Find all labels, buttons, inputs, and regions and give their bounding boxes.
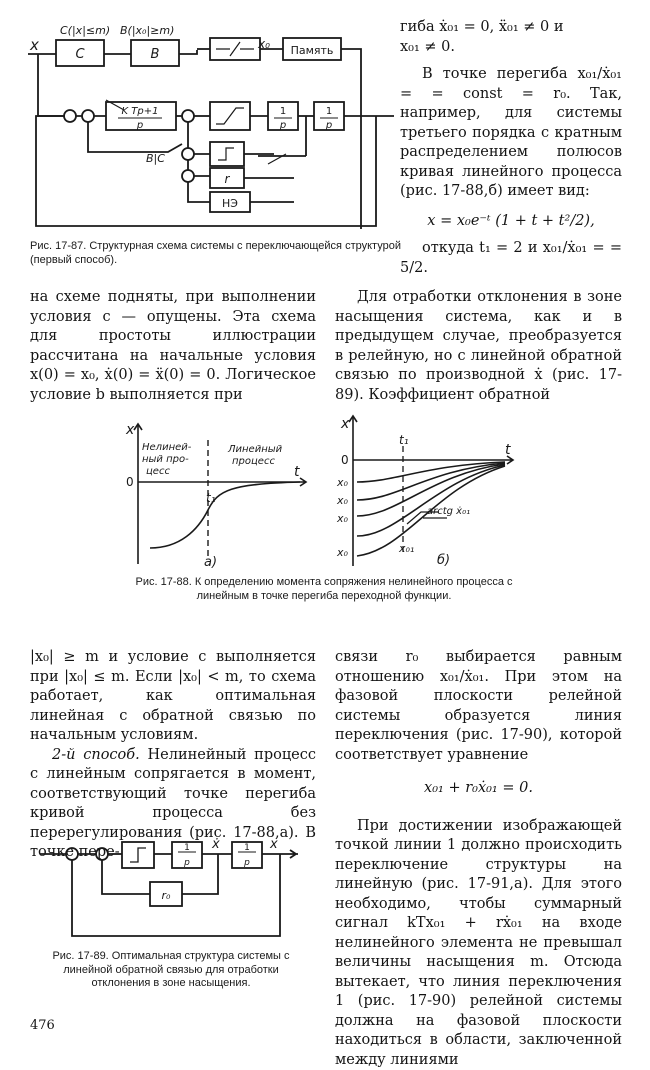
right-middle-column	[335, 288, 622, 405]
fig88b-t1: t₁	[399, 433, 409, 447]
fig89-x: x	[269, 837, 278, 852]
fig88-caption: Рис. 17-88. К определению момента сопряжения нелинейного процесса с линейным в точке перегиба переходной функции.	[128, 576, 520, 603]
right-bottom-p2: При достижении изображающей точкой линии 1 должно происходить переключение структуры на линейную (рис. 17-91,а). Для этого необходимо, чтобы суммарный сигнал kTx₀₁ + rẋ₀₁ на входе нелинейного элемента не превышал величины насыщения m. Отсюда вытекает, что линия переключения 1 (рис. 17-90) релейной системы должна на фазовой плоскости находиться в области, заключенной между линиями	[335, 817, 622, 1070]
fig88a-curve	[150, 482, 300, 548]
sum3	[182, 110, 194, 122]
fig88b-x-label: x	[340, 416, 350, 432]
fig88b-x0-2: x₀	[336, 494, 349, 507]
label-k-num: K Tp+1	[122, 106, 159, 117]
top-right-line1: гиба ẋ₀₁ = 0, ẍ₀₁ ≠ 0 и	[400, 18, 622, 38]
top-right-formula: x = x₀e⁻ᵗ (1 + t + t²/2),	[400, 212, 622, 232]
fig89-xdot: ẋ	[211, 837, 220, 852]
fig89-r0-label: r₀	[162, 889, 172, 902]
label-x-in: x	[29, 36, 39, 54]
sum5	[182, 170, 194, 182]
left-middle-para: на схеме подняты, при выполнении условия с — опущены. Эта схема для простоты иллюстрации рассчитана на начальные условия x(0) = x₀, ẋ(0) = ẍ(0) = 0. Логическое условие b выполняется при	[30, 288, 316, 405]
sum2	[82, 110, 94, 122]
right-bottom-p1: связи r₀ выбирается равным отношению x₀₁/ẋ₀₁. При этом на фазовой плоскости релейной системы образуется линия переключения (рис. 17-90), которой соответствует уравнение	[335, 648, 622, 765]
label-ne: НЭ	[222, 197, 238, 210]
fig88a-nonlin2: ный про-	[142, 454, 189, 465]
fig88b-x0-3: x₀	[336, 512, 349, 525]
page-number: 476	[30, 1018, 55, 1033]
fig88b-label: б)	[437, 553, 450, 568]
label-memory: Память	[291, 44, 334, 57]
fig88b-x0-1: x₀	[336, 476, 349, 489]
right-bottom-eq: x₀₁ + r₀ẋ₀₁ = 0.	[335, 779, 622, 799]
fig89-sum1	[66, 848, 78, 860]
label-bc: B|C	[146, 152, 165, 165]
fig89-p-a: p	[183, 858, 190, 868]
left-bottom-p2: Нелинейный процесс с линейным сопрягается в момент, соответствующий точке перегиба кривой процесса без перерегулирования (рис. 17-88,а). В точке пере-	[30, 747, 316, 861]
left-bottom-p2-lead: 2-й способ.	[52, 747, 140, 763]
left-bottom-p1: |x₀| ≥ m и условие с выполняется при |x₀| ≤ m. Если |x₀| < m, то схема работает, как оптимальная линейная с обратной связью по начальным условиям.	[30, 648, 316, 746]
fig88b-arctg: arctg ẋ₀₁	[427, 506, 470, 517]
label-c-cond: C(|x|≤m)	[60, 24, 110, 37]
fig87-diagram	[28, 14, 400, 230]
label-one-a: 1	[280, 106, 286, 117]
fig88b-x0-4: x₀	[336, 546, 349, 559]
label-c: C	[75, 47, 85, 62]
fig88a-nonlin1: Нелиней-	[142, 442, 192, 453]
fig88b-t-label: t	[505, 442, 511, 458]
top-right-column	[400, 18, 622, 278]
right-middle-para: Для отработки отклонения в зоне насыщения система, как и в предыдущем случае, преобразуется в релейную, но с линейной обратной связью по производной ẋ (рис. 17-89). Коэффициент обратной	[335, 288, 622, 405]
label-p-b: p	[325, 120, 332, 131]
right-bottom-column	[335, 648, 622, 1070]
block-relay	[210, 142, 244, 166]
label-b-cond: B(|x₀|≥m)	[120, 24, 174, 37]
fig88b-zero: 0	[341, 453, 349, 467]
fig88a-x-label: x	[125, 422, 135, 438]
fig89-p-b: p	[243, 858, 250, 868]
fig87-caption: Рис. 17-87. Структурная схема системы с переключающейся структурой (первый способ).	[30, 240, 402, 267]
label-x0: x₀	[257, 37, 270, 51]
fig88a-t-label: t	[294, 464, 300, 480]
sum1	[64, 110, 76, 122]
fig88a-plot	[120, 420, 310, 570]
label-one-b: 1	[326, 106, 332, 117]
fig88a-label: a)	[204, 555, 217, 570]
fig88a-lin2: процесс	[232, 456, 275, 467]
label-r: r	[225, 172, 231, 186]
fig88b-plot	[335, 410, 525, 572]
top-right-after: откуда t₁ = 2 и x₀₁/ẋ₀₁ = = 5/2.	[400, 239, 622, 278]
top-right-line2: x₀₁ ≠ 0.	[400, 38, 622, 58]
label-b: B	[151, 47, 160, 62]
sum4	[182, 148, 194, 160]
label-p-a: p	[279, 120, 286, 131]
fig89-caption: Рис. 17-89. Оптимальная структура системы с линейной обратной связью для отработки отклонения в зоне насыщения.	[44, 950, 298, 991]
fig88a-t1: t₁	[206, 491, 216, 505]
fig89-diagram	[40, 836, 302, 944]
fig88b-x01: x₀₁	[398, 542, 414, 555]
top-right-para: В точке перегиба x₀₁/ẋ₀₁ = = const = r₀. Так, например, для системы третьего порядка с кратным распределением полюсов кривая линейного процесса (рис. 17-88,б) имеет вид:	[400, 65, 622, 202]
left-bottom-column	[30, 648, 316, 863]
fig89-one-b: 1	[244, 843, 250, 853]
fig88a-zero: 0	[126, 475, 134, 489]
fig88a-lin1: Линейный	[227, 444, 283, 455]
label-k-den: p	[136, 120, 143, 131]
left-middle-column	[30, 288, 316, 405]
fig88a-nonlin3: цесс	[146, 466, 170, 477]
fig89-one-a: 1	[184, 843, 190, 853]
fig89-sum2	[96, 848, 108, 860]
